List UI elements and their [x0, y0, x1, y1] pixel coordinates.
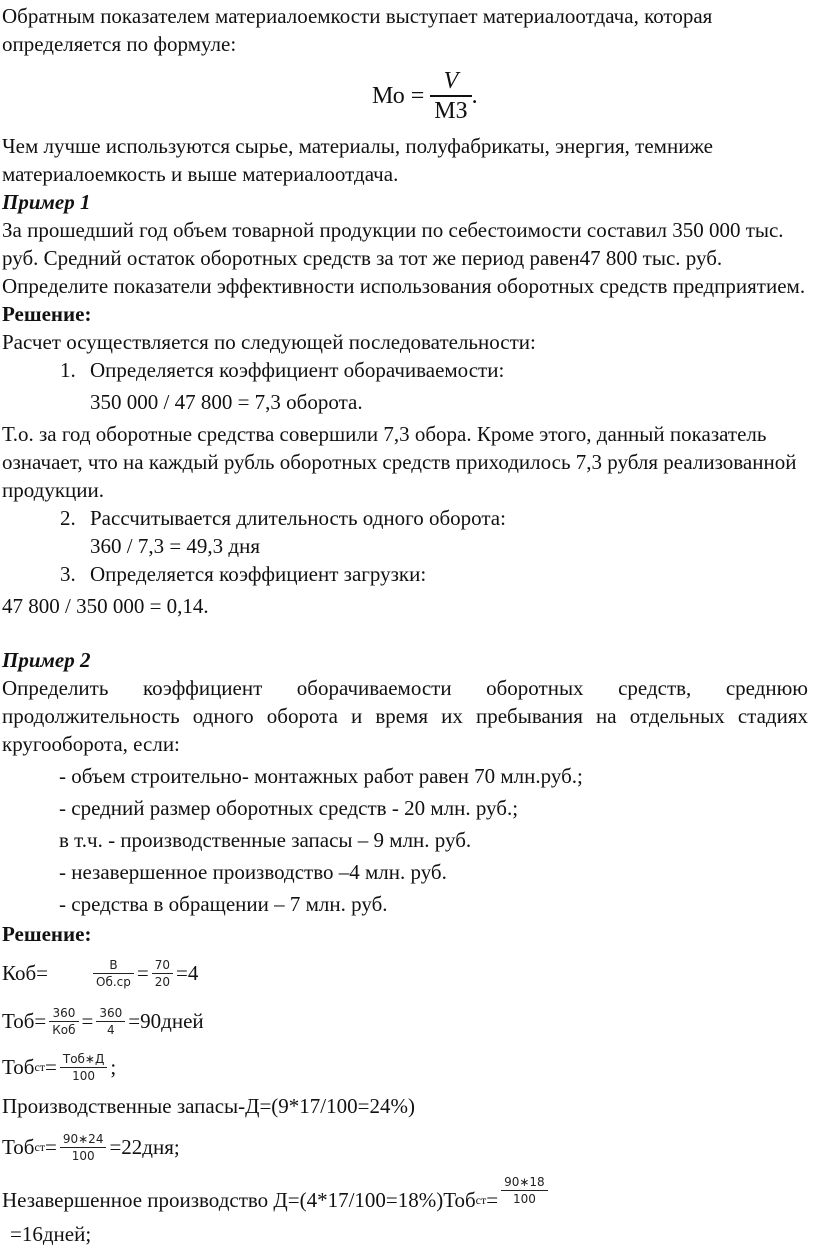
step1-number: 1.	[60, 358, 76, 382]
kob-result: =4	[176, 961, 199, 985]
formula-lhs: Мо =	[372, 83, 431, 109]
nezav-numerator: 90∗18	[504, 1174, 545, 1189]
kob-f1-numerator: В	[109, 957, 118, 972]
tob-fraction-2	[96, 1005, 125, 1038]
example1-step2	[2, 504, 808, 532]
example1-title: Пример 1	[2, 190, 91, 214]
kob-formula	[2, 948, 808, 998]
example1-step1-explanation: Т.о. за год оборотные средства совершили 7,3 обора. Кроме этого, данный показатель означает, что на каждый рубль оборотных средств приходилось 7,3 рубля реализованной продукции.	[2, 422, 797, 502]
zapasy-line: Производственные запасы-Д=(9*17/100=24%)	[2, 1094, 415, 1118]
materialootdacha-formula	[372, 62, 808, 130]
example1-step3-calc: 47 800 / 350 000 = 0,14.	[2, 594, 209, 618]
tob2-equals: =	[45, 1135, 57, 1159]
example1-solution-intro: Расчет осуществляется по следующей последовательности:	[2, 330, 536, 354]
condition-item: в т.ч. - производственные запасы – 9 млн. руб.	[59, 828, 472, 852]
kob-f2-denominator: 20	[154, 974, 170, 989]
condition-item: - средства в обращении – 7 млн. руб.	[59, 892, 388, 916]
tob-fraction-1	[49, 1005, 78, 1038]
tobst-equals: =	[45, 1055, 57, 1079]
example1-text: За прошедший год объем товарной продукции по себестоимости составил 350 000 тыс. руб. Средний остаток оборотных средств за тот же период равен47 800 тыс. руб. Определите показатели эффективности использования оборотных средств предприятием.	[2, 218, 806, 298]
tob2-label: Тоб	[2, 1135, 35, 1159]
step1-text: Определяется коэффициент оборачиваемости:	[90, 358, 505, 382]
nezav-equals: =	[486, 1188, 499, 1212]
example2-title: Пример 2	[2, 648, 91, 672]
kob-fraction-1	[93, 957, 134, 990]
tob-result: =90дней	[128, 1009, 204, 1033]
tob2-denominator: 100	[71, 1148, 95, 1163]
kob-label: Коб=	[2, 961, 48, 985]
example1-step2-calc: 360 / 7,3 = 49,3 дня	[90, 534, 261, 558]
kob-fraction-2	[152, 957, 173, 990]
tob-equals: =	[81, 1009, 94, 1033]
nezav-formula: Незавершенное производство Д=(4*17/100=18%)Тоб ст = 90∗18 100	[2, 1176, 808, 1224]
tob2-result: =22дня;	[109, 1135, 180, 1159]
tobst-fraction	[60, 1051, 108, 1084]
intro-conclusion: Чем лучше используются сырье, материалы, полуфабрикаты, энергия, темниже материалоемкость и выше материалоотдача.	[2, 134, 713, 186]
step2-text: Рассчитывается длительность одного оборота:	[90, 506, 506, 530]
kob-equals: =	[136, 961, 149, 985]
nezav-denominator: 100	[512, 1191, 536, 1206]
step3-number: 3.	[60, 562, 76, 586]
tob-formula	[2, 998, 808, 1044]
tob-label: Тоб=	[2, 1009, 47, 1033]
step2-number: 2.	[60, 506, 76, 530]
nezav-fraction	[501, 1174, 548, 1207]
example1-solution-title: Решение:	[2, 302, 92, 326]
kob-f1-denominator: Об.ср	[96, 974, 131, 989]
tob-f1-numerator: 360	[52, 1005, 76, 1020]
formula-end: .	[471, 83, 478, 109]
example1-step3	[2, 560, 808, 588]
tob-f1-denominator: Коб	[52, 1022, 76, 1037]
nezav-result: =16дней;	[10, 1222, 92, 1246]
tobst-formula: Тоб ст = Тоб∗Д 100 ;	[2, 1051, 117, 1083]
intro-paragraph: Обратным показателем материалоемкости выступает материалоотдача, которая определяется по формуле:	[2, 4, 713, 56]
tob2-fraction	[60, 1131, 107, 1164]
condition-item: - объем строительно- монтажных работ равен 70 млн.руб.;	[59, 764, 583, 788]
condition-item: - средний размер оборотных средств - 20 млн. руб.;	[59, 796, 519, 820]
tob2-formula: Тоб ст = 90∗24 100 =22дня;	[2, 1131, 180, 1163]
tob-f2-numerator: 360	[99, 1005, 123, 1020]
formula-fraction	[430, 67, 471, 125]
formula-denominator: МЗ	[434, 97, 468, 124]
example2-solution-title: Решение:	[2, 922, 92, 946]
example1-step1-calc: 350 000 / 47 800 = 7,3 оборота.	[90, 390, 363, 414]
tob-f2-denominator: 4	[107, 1022, 115, 1037]
formula-numerator: V	[443, 68, 459, 95]
tobst-end: ;	[110, 1055, 117, 1079]
example2-text: Определить коэффициент оборачиваемости оборотных средств, среднюю продолжительность одного оборота и время их пребывания на отдельных стадиях кругооборота, если:	[2, 676, 808, 756]
example1-step1	[2, 356, 808, 384]
step3-text: Определяется коэффициент загрузки:	[90, 562, 427, 586]
tob2-numerator: 90∗24	[62, 1131, 104, 1146]
nezav-text: Незавершенное производство Д=(4*17/100=18%)Тоб	[2, 1188, 476, 1212]
tobst-denominator: 100	[72, 1068, 96, 1083]
tobst-numerator: Тоб∗Д	[62, 1051, 105, 1066]
kob-f2-numerator: 70	[154, 957, 170, 972]
condition-item: - незавершенное производство –4 млн. руб.	[59, 860, 447, 884]
tobst-label: Тоб	[2, 1055, 35, 1079]
document-page	[2, 0, 808, 1248]
example2-conditions	[2, 762, 808, 918]
